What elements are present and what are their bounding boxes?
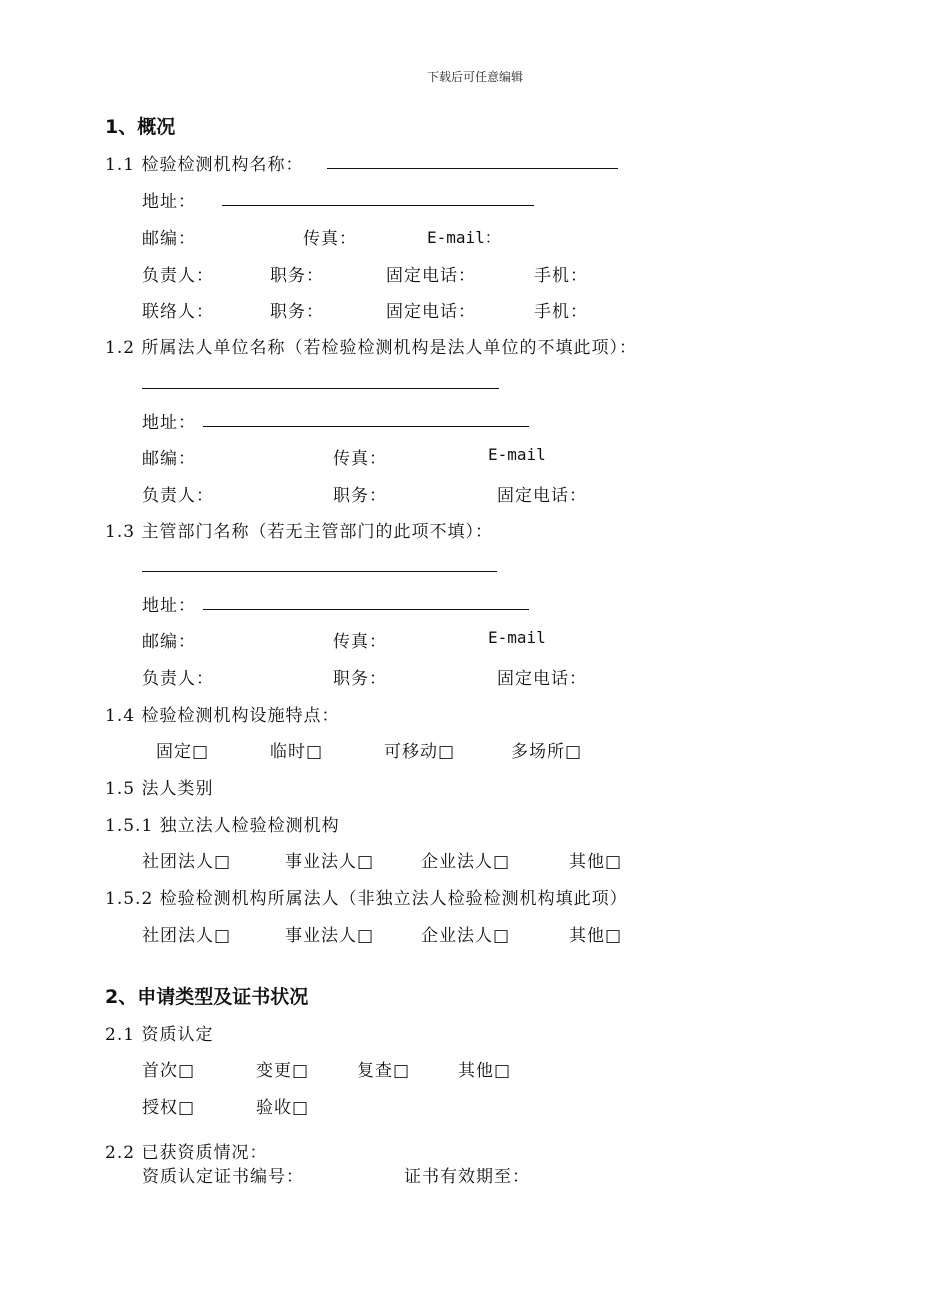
s13-head-label: 负责人： [142,669,214,689]
s152-option-other[interactable]: 其他□ [569,926,623,946]
s11-label: 1.1 检验检测机构名称： [105,155,304,175]
s11-address-label: 地址： [142,192,196,212]
s21-option-authorize[interactable]: 授权□ [142,1098,196,1118]
s21-option-change[interactable]: 变更□ [256,1061,310,1081]
s21-label: 2.1 资质认定 [105,1025,214,1045]
s151-label: 1.5.1 独立法人检验检测机构 [105,816,340,836]
s13-name-blank[interactable] [142,571,497,572]
s11-postcode-label: 邮编： [142,229,196,249]
s12-name-blank[interactable] [142,388,499,389]
s14-label: 1.4 检验检测机构设施特点： [105,706,340,726]
s11-position-label: 职务： [270,266,324,286]
s14-option-mobile[interactable]: 可移动□ [384,742,456,762]
s14-option-fixed[interactable]: 固定□ [156,742,210,762]
s12-label: 1.2 所属法人单位名称（若检验检测机构是法人单位的不填此项）： [105,338,637,358]
s11-head-label: 负责人： [142,266,214,286]
s152-option-public[interactable]: 事业法人□ [285,926,375,946]
s11-name-blank[interactable] [327,168,618,169]
s11-address-blank[interactable] [222,205,534,206]
s12-postcode-label: 邮编： [142,449,196,469]
s13-fax-label: 传真： [333,632,387,652]
section-1-title: 1、概况 [105,116,176,138]
s13-postcode-label: 邮编： [142,632,196,652]
s11-phone-label: 固定电话： [386,266,476,286]
s14-option-temporary[interactable]: 临时□ [270,742,324,762]
s11-mobile-label: 手机： [534,266,588,286]
s152-option-social[interactable]: 社团法人□ [142,926,232,946]
s13-address-label: 地址： [142,596,196,616]
s22-cert-no-label: 资质认定证书编号： [142,1167,304,1187]
s151-option-enterprise[interactable]: 企业法人□ [421,852,511,872]
s21-option-acceptance[interactable]: 验收□ [256,1098,310,1118]
s152-option-enterprise[interactable]: 企业法人□ [421,926,511,946]
s22-label: 2.2 已获资质情况： [105,1143,268,1163]
s13-position-label: 职务： [333,669,387,689]
s12-head-label: 负责人： [142,486,214,506]
s151-option-public[interactable]: 事业法人□ [285,852,375,872]
s15-label: 1.5 法人类别 [105,779,214,799]
s12-address-label: 地址： [142,413,196,433]
s11-position2-label: 职务： [270,302,324,322]
s12-phone-label: 固定电话： [497,486,587,506]
s151-option-other[interactable]: 其他□ [569,852,623,872]
s13-email-label: E-mail [488,628,546,647]
s21-option-first[interactable]: 首次□ [142,1061,196,1081]
s21-option-review[interactable]: 复查□ [357,1061,411,1081]
s13-phone-label: 固定电话： [497,669,587,689]
s152-label: 1.5.2 检验检测机构所属法人（非独立法人检验检测机构填此项） [105,889,628,909]
s151-option-social[interactable]: 社团法人□ [142,852,232,872]
s22-valid-until-label: 证书有效期至： [404,1167,530,1187]
s13-label: 1.3 主管部门名称（若无主管部门的此项不填）： [105,522,493,542]
s12-email-label: E-mail [488,445,546,464]
s11-fax-label: 传真： [303,229,357,249]
s12-position-label: 职务： [333,486,387,506]
s11-phone2-label: 固定电话： [386,302,476,322]
s11-email-label: E-mail： [427,228,501,247]
s12-fax-label: 传真： [333,449,387,469]
s14-option-multisite[interactable]: 多场所□ [511,742,583,762]
s21-option-other[interactable]: 其他□ [458,1061,512,1081]
s13-address-blank[interactable] [203,609,529,610]
section-2-title: 2、申请类型及证书状况 [105,986,309,1008]
page-header-note: 下载后可任意编辑 [426,70,523,84]
s12-address-blank[interactable] [203,426,529,427]
s11-mobile2-label: 手机： [534,302,588,322]
s11-contact-label: 联络人： [142,302,214,322]
